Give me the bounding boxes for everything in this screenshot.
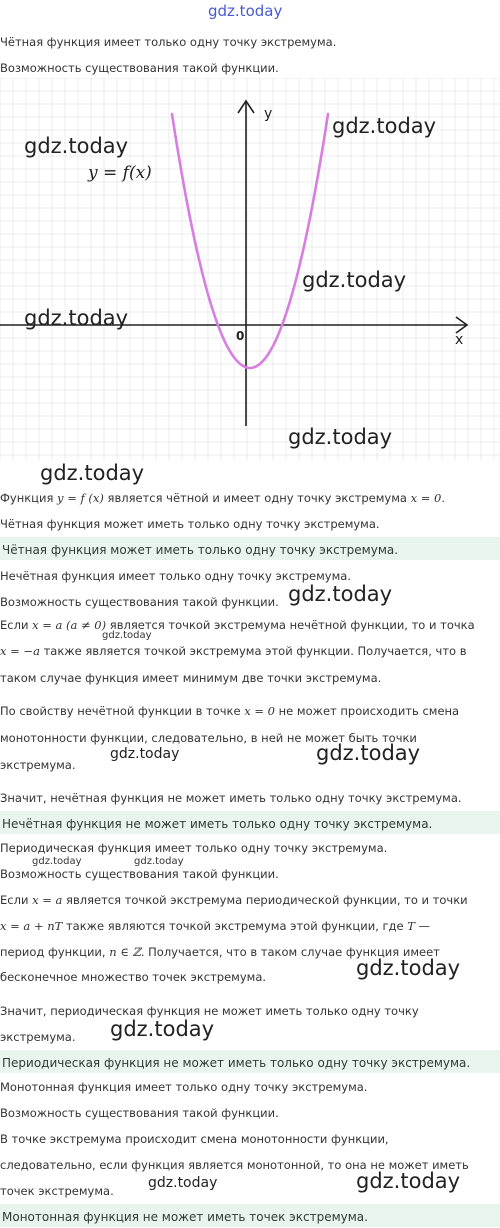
header-watermark: gdz.today <box>208 2 283 20</box>
sec2-line-9: Значит, нечётная функция не может иметь только одну точку экстремума. <box>0 791 462 805</box>
watermark: gdz.today <box>148 1175 218 1191</box>
watermark: gdz.today <box>356 956 461 980</box>
watermark: gdz.today <box>24 134 129 158</box>
math-expression: x = 0 <box>244 704 275 718</box>
math-expression: x = −a <box>0 644 40 658</box>
parabola-curve <box>172 114 328 368</box>
watermark: gdz.today <box>356 1169 461 1193</box>
sec3-line-3: Если x = a является точкой экстремума периодической функции, то и точки <box>0 893 468 907</box>
sec3-line-7: Значит, периодическая функция не может иметь только одну точку <box>0 1004 419 1018</box>
watermark: gdz.today <box>302 268 407 292</box>
sec2-line-7: монотонности функции, следовательно, в ней не может быть точки <box>0 731 417 745</box>
x-axis-label: x <box>455 332 464 348</box>
sec4-line-1: Монотонная функция имеет только одну точку экстремума. <box>0 1080 368 1094</box>
sec2-line-2: Возможность существования такой функции. <box>0 595 279 609</box>
answer-text: Чётная функция может иметь только одну точку экстремума. <box>2 543 399 557</box>
sec1-line-1: Функция y = f (x) является чётной и имеет одну точку экстремума x = 0. <box>0 491 446 505</box>
origin-label: 0 <box>236 329 245 343</box>
math-expression: x = a + nT <box>0 919 63 933</box>
sec2-line-3: Если x = a (a ≠ 0) является точкой экстремума нечётной функции, то и точка <box>0 618 475 632</box>
sec4-line-3: В точке экстремума происходит смена монотонности функции, <box>0 1132 389 1146</box>
sec3-line-1: Периодическая функция имеет только одну точку экстремума. <box>0 841 388 855</box>
sec4-line-2: Возможность существования такой функции. <box>0 1106 279 1120</box>
watermark: gdz.today <box>102 630 152 641</box>
math-expression: x = a <box>32 893 63 907</box>
watermark: gdz.today <box>316 741 421 765</box>
sec1-line-2: Чётная функция может иметь только одну точку экстремума. <box>0 517 380 531</box>
y-axis-label: y <box>264 106 273 122</box>
sec3-line-4: x = a + nT также являются точкой экстремума этой функции, где T — <box>0 919 431 933</box>
watermark: gdz.today <box>24 306 129 330</box>
watermark: gdz.today <box>32 856 82 867</box>
watermark: gdz.today <box>40 461 145 485</box>
sec4-line-5: точек экстремума. <box>0 1184 114 1198</box>
watermark: gdz.today <box>110 1017 215 1041</box>
sec3-line-8: экстремума. <box>0 1030 76 1044</box>
function-label: y = f(x) <box>88 163 152 183</box>
sec2-line-1: Нечётная функция имеет только одну точку экстремума. <box>0 569 351 583</box>
math-expression: x = a (a ≠ 0) <box>32 618 107 632</box>
sec4-line-4: следовательно, если функция является монотонной, то она не может иметь <box>0 1158 469 1172</box>
answer-text: Периодическая функция не может иметь только одну точку экстремума. <box>2 1056 471 1070</box>
math-expression: x = 0. <box>410 491 446 505</box>
sec2-line-8: экстремума. <box>0 758 76 772</box>
sec3-line-2: Возможность существования такой функции. <box>0 867 279 881</box>
watermark: gdz.today <box>332 114 437 138</box>
sec3-line-5: период функции, n ∈ ℤ. Получается, что в таком случае функция имеет <box>0 945 440 959</box>
intro-line-1: Чётная функция имеет только одну точку экстремума. <box>0 35 337 49</box>
watermark: gdz.today <box>110 746 180 762</box>
sec2-line-4: x = −a также является точкой экстремума этой функции. Получается, что в <box>0 644 467 658</box>
math-expression: n ∈ ℤ <box>109 945 141 959</box>
sec2-line-6: По свойству нечётной функции в точке x = 0 не может происходить смена <box>0 704 460 718</box>
watermark: gdz.today <box>288 425 393 449</box>
watermark: gdz.today <box>134 856 184 867</box>
sec2-line-5: таком случае функция имеет минимум две точки экстремума. <box>0 671 382 685</box>
sec3-line-6: бесконечное множество точек экстремума. <box>0 970 267 984</box>
watermark: gdz.today <box>288 582 393 606</box>
intro-line-2: Возможность существования такой функции. <box>0 61 279 75</box>
math-expression: T <box>407 919 415 933</box>
answer-text: Нечётная функция не может иметь только одну точку экстремума. <box>2 817 433 831</box>
math-expression: y = f (x) <box>57 491 104 505</box>
answer-text: Монотонная функция не может иметь точек экстремума. <box>2 1210 368 1224</box>
